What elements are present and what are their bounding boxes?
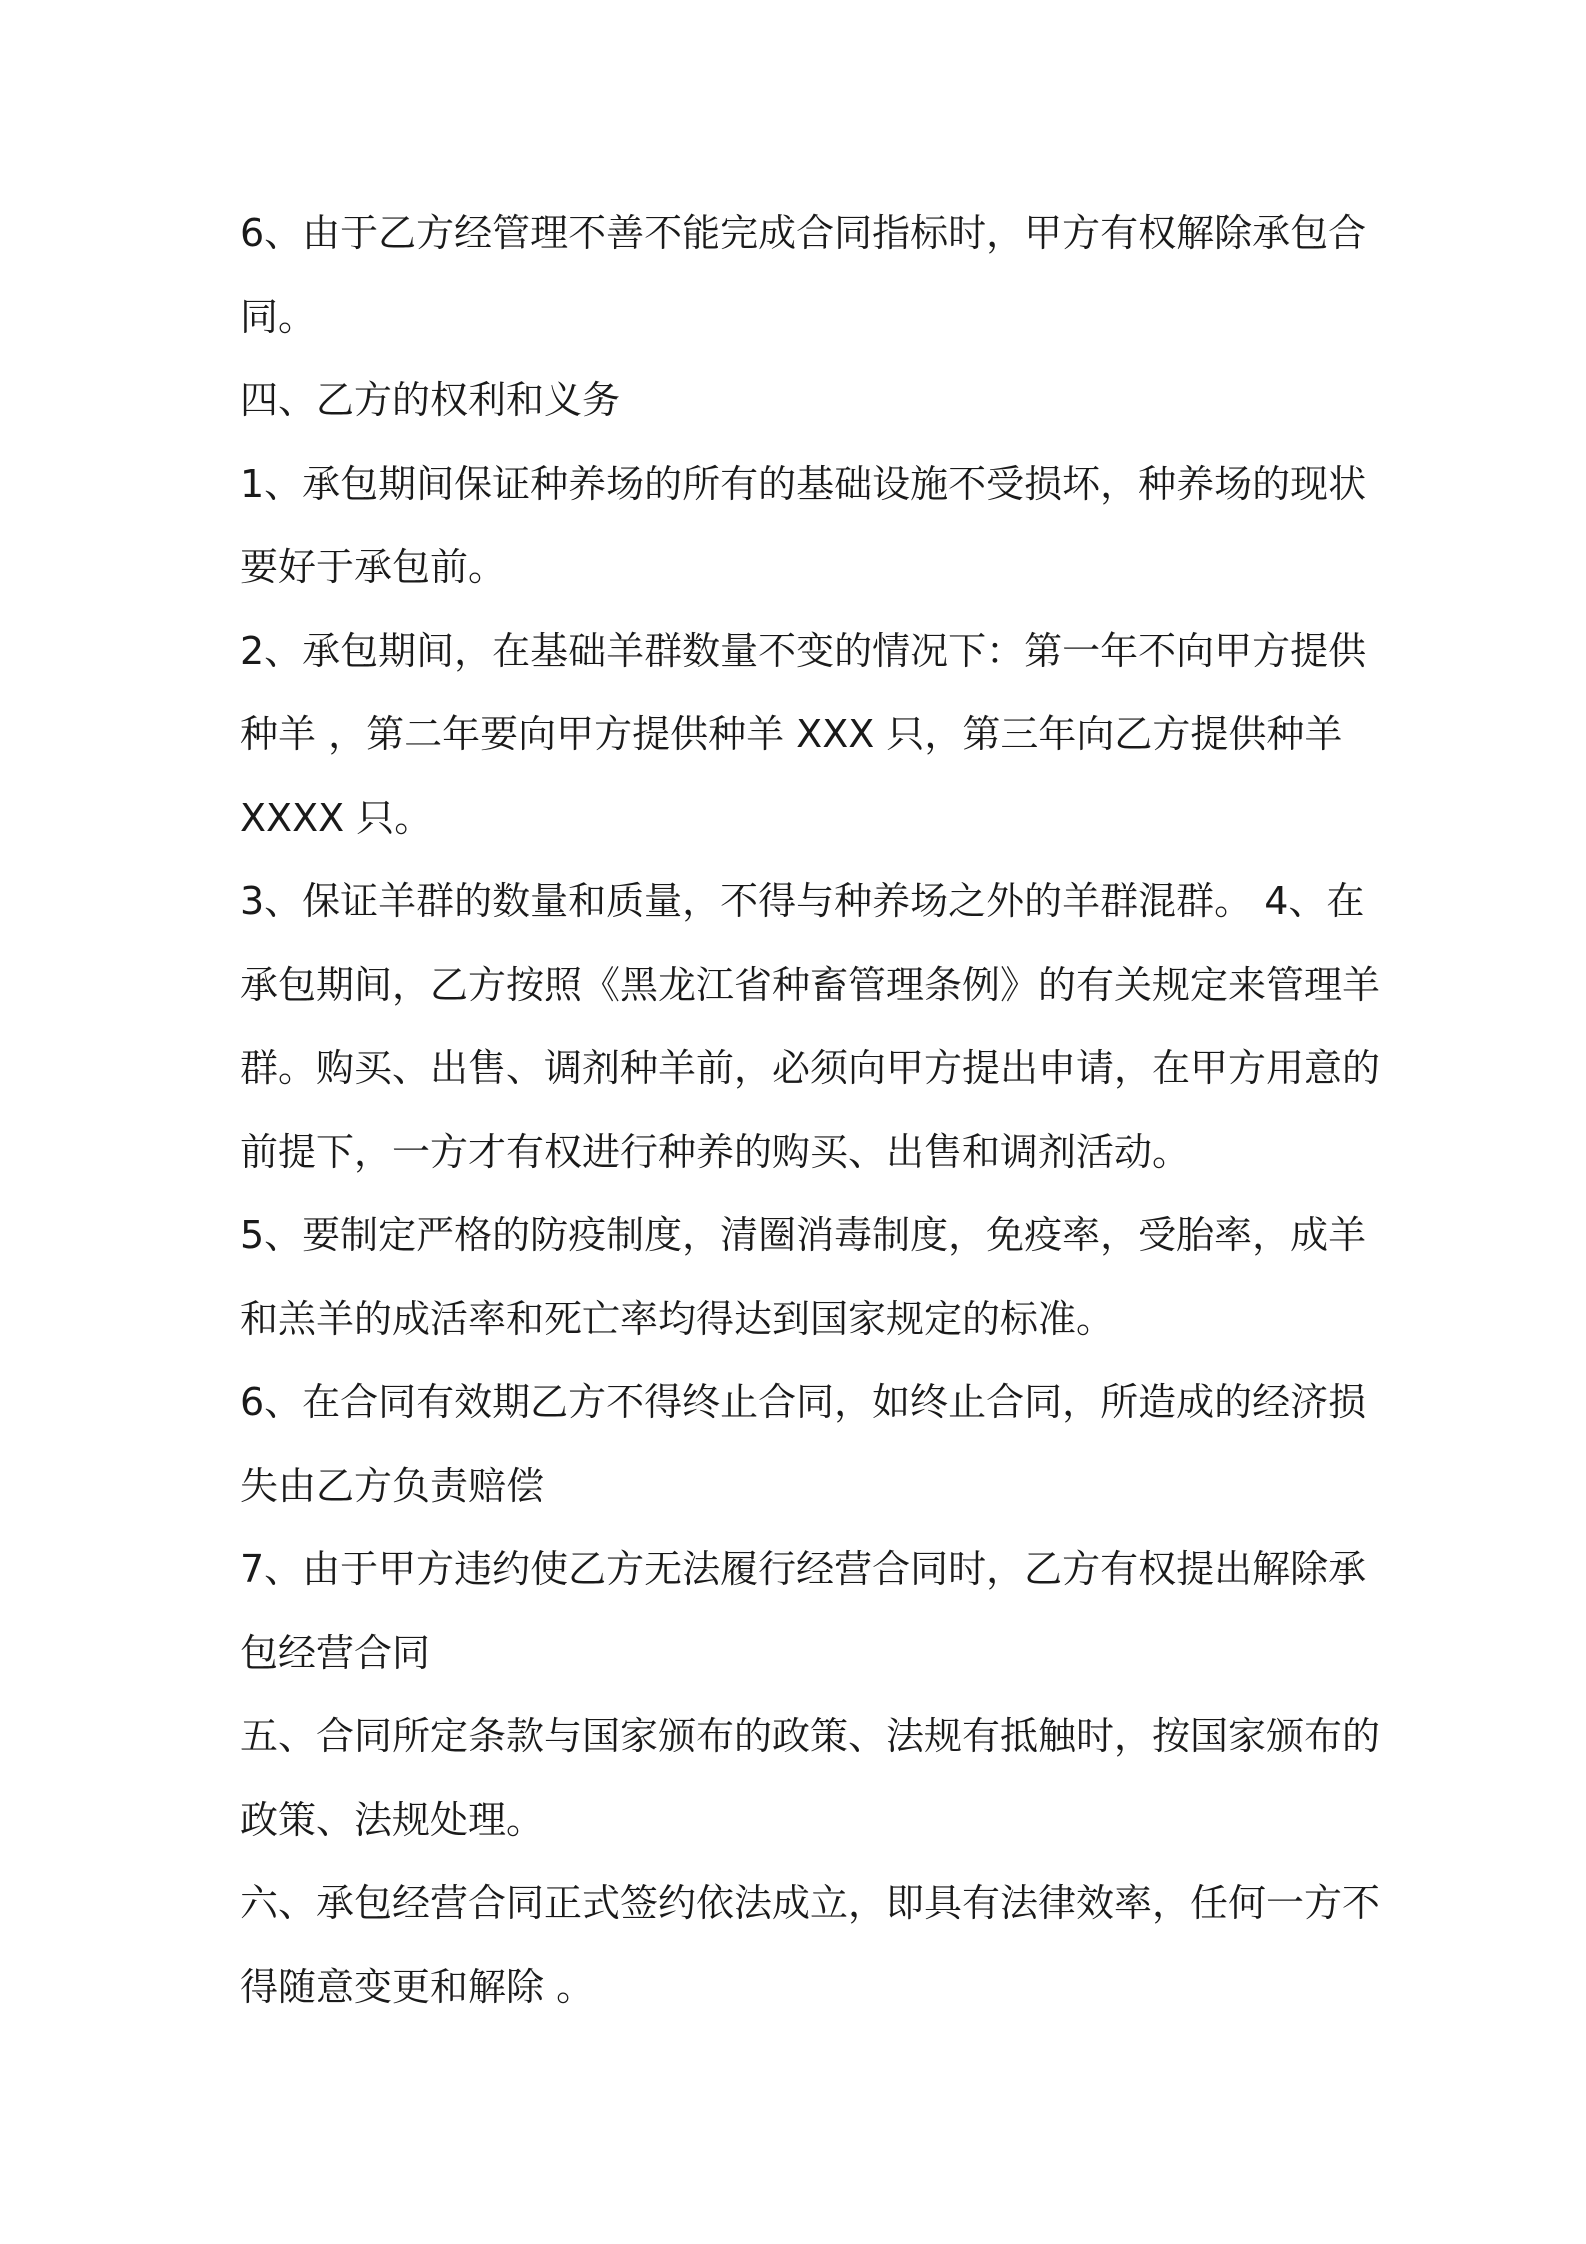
text-line-5: 要好于承包前。 xyxy=(240,545,507,589)
text-line-20: 政策、法规处理。 xyxy=(240,1797,545,1842)
text-line-13: 5、要制定严格的防疫制度，清圈消毒制度，免疫率，受胎率，成羊 xyxy=(240,1213,1367,1257)
text-line-2: 同。 xyxy=(240,294,317,339)
text-line-22: 得随意变更和解除 。 xyxy=(240,1964,595,2009)
text-line-4: 1、承包期间保证种养场的所有的基础设施不受损坏，种养场的现状 xyxy=(240,461,1367,506)
text-line-15: 6、在合同有效期乙方不得终止合同，如终止合同，所造成的经济损 xyxy=(240,1380,1367,1424)
text-line-1: 6、由于乙方经管理不善不能完成合同指标时，甲方有权解除承包合 xyxy=(240,211,1367,255)
text-line-14: 和羔羊的成活率和死亡率均得达到国家规定的标准。 xyxy=(240,1296,1115,1341)
text-line-6: 2、承包期间，在基础羊群数量不变的情况下：第一年不向甲方提供 xyxy=(240,628,1367,673)
text-line-18: 包经营合同 xyxy=(240,1630,431,1675)
document-body xyxy=(240,192,1381,2029)
section-heading-6: 六、承包经营合同正式签约依法成立，即具有法律效率，任何一方不 xyxy=(240,1881,1381,1925)
text-line-17: 7、由于甲方违约使乙方无法履行经营合同时，乙方有权提出解除承 xyxy=(240,1547,1367,1591)
text-line-8: XXXX 只。 xyxy=(240,795,433,840)
text-line-10: 承包期间，乙方按照《黑龙江省种畜管理条例》的有关规定来管理羊 xyxy=(240,962,1381,1007)
text-line-12: 前提下，一方才有权进行种养的购买、出售和调剂活动。 xyxy=(240,1129,1191,1174)
section-heading-4: 四、乙方的权利和义务 xyxy=(240,378,621,422)
text-line-11: 群。购买、出售、调剂种羊前，必须向甲方提出申请，在甲方用意的 xyxy=(240,1046,1381,1090)
text-line-9: 3、保证羊群的数量和质量，不得与种养场之外的羊群混群。 4、在 xyxy=(240,879,1365,923)
text-line-7: 种羊 ，第二年要向甲方提供种羊 XXX 只，第三年向乙方提供种羊 xyxy=(240,712,1343,756)
text-line-16: 失由乙方负责赔偿 xyxy=(240,1463,545,1508)
section-heading-5: 五、合同所定条款与国家颁布的政策、法规有抵触时，按国家颁布的 xyxy=(240,1714,1381,1758)
